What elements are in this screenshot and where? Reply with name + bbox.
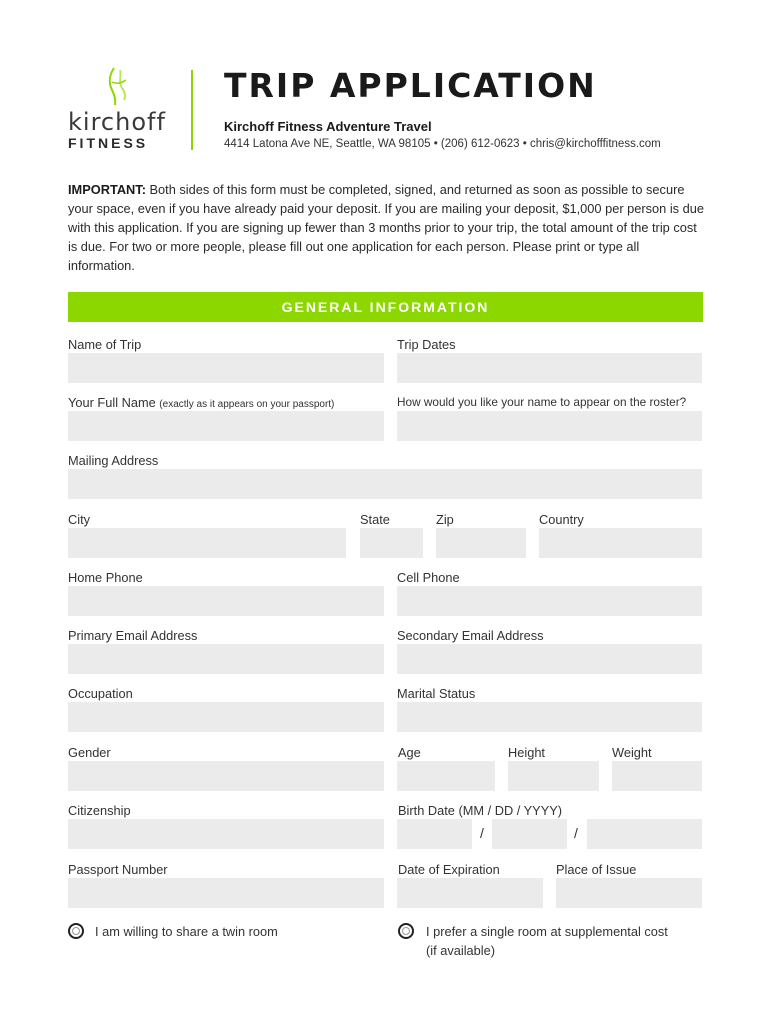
full-name-note: (exactly as it appears on your passport) <box>159 399 335 410</box>
weight-field[interactable] <box>612 761 702 791</box>
single-room-label <box>426 922 668 960</box>
full-name-field[interactable] <box>68 411 384 441</box>
trip-dates-label: Trip Dates <box>397 337 456 352</box>
secondary-email-field[interactable] <box>397 644 702 674</box>
section-header: GENERAL INFORMATION <box>68 292 703 322</box>
age-label: Age <box>398 745 421 760</box>
single-room-note: (if available) <box>426 943 495 958</box>
occupation-label: Occupation <box>68 686 133 701</box>
marital-status-label: Marital Status <box>397 686 476 701</box>
zip-field[interactable] <box>436 528 526 558</box>
twin-room-label: I am willing to share a twin room <box>95 924 278 939</box>
date-of-expiration-label: Date of Expiration <box>398 862 500 877</box>
primary-email-field[interactable] <box>68 644 384 674</box>
age-field[interactable] <box>397 761 495 791</box>
home-phone-label: Home Phone <box>68 570 143 585</box>
birth-date-slash-1: / <box>480 825 484 841</box>
gender-label: Gender <box>68 745 111 760</box>
page-title: TRIP APPLICATION <box>224 66 597 105</box>
secondary-email-label: Secondary Email Address <box>397 628 544 643</box>
notice-text: Both sides of this form must be completed, signed, and returned as soon as possible to secure your space, even if you have already paid your deposit. If you are mailing your deposit, $1,000 per person is due with this application. If you are signing up fewer than 3 months prior to your trip, the total amount of the trip cost is due. For two or more people, please fill out one application for each person. Please print or type all information. <box>68 182 704 273</box>
company-contact: 4414 Latona Ave NE, Seattle, WA 98105 • (206) 612-0623 • chris@kirchofffitness.com <box>224 138 661 150</box>
full-name-label-text: Your Full Name <box>68 395 156 410</box>
company-logo <box>66 66 176 156</box>
trip-dates-field[interactable] <box>397 353 702 383</box>
occupation-field[interactable] <box>68 702 384 732</box>
country-field[interactable] <box>539 528 702 558</box>
single-room-label-text: I prefer a single room at supplemental cost <box>426 924 668 939</box>
home-phone-field[interactable] <box>68 586 384 616</box>
roster-name-label: How would you like your name to appear on the roster? <box>397 395 687 409</box>
cell-phone-field[interactable] <box>397 586 702 616</box>
full-name-label <box>68 395 334 410</box>
place-of-issue-field[interactable] <box>556 878 702 908</box>
birth-year-field[interactable] <box>587 819 702 849</box>
state-label: State <box>360 512 390 527</box>
header-divider <box>191 70 193 150</box>
mailing-address-field[interactable] <box>68 469 702 499</box>
name-of-trip-field[interactable] <box>68 353 384 383</box>
cell-phone-label: Cell Phone <box>397 570 460 585</box>
twin-room-radio[interactable] <box>68 923 84 939</box>
runner-logo-icon <box>102 66 132 106</box>
roster-name-field[interactable] <box>397 411 702 441</box>
citizenship-label: Citizenship <box>68 803 131 818</box>
gender-field[interactable] <box>68 761 384 791</box>
state-field[interactable] <box>360 528 423 558</box>
logo-wordmark: kirchoff <box>68 108 166 136</box>
country-label: Country <box>539 512 584 527</box>
passport-number-field[interactable] <box>68 878 384 908</box>
birth-month-field[interactable] <box>397 819 472 849</box>
citizenship-field[interactable] <box>68 819 384 849</box>
marital-status-field[interactable] <box>397 702 702 732</box>
notice-lead: IMPORTANT: <box>68 182 146 197</box>
single-room-radio[interactable] <box>398 923 414 939</box>
zip-label: Zip <box>436 512 454 527</box>
birth-day-field[interactable] <box>492 819 567 849</box>
passport-number-label: Passport Number <box>68 862 168 877</box>
height-label: Height <box>508 745 545 760</box>
city-field[interactable] <box>68 528 346 558</box>
city-label: City <box>68 512 91 527</box>
birth-date-label: Birth Date (MM / DD / YYYY) <box>398 803 563 818</box>
height-field[interactable] <box>508 761 599 791</box>
logo-fitness: FITNESS <box>68 135 149 151</box>
weight-label: Weight <box>612 745 652 760</box>
name-of-trip-label: Name of Trip <box>68 337 142 352</box>
mailing-address-label: Mailing Address <box>68 453 159 468</box>
date-of-expiration-field[interactable] <box>397 878 543 908</box>
birth-date-slash-2: / <box>574 825 578 841</box>
place-of-issue-label: Place of Issue <box>556 862 637 877</box>
important-notice <box>68 180 708 275</box>
company-name: Kirchoff Fitness Adventure Travel <box>224 119 432 134</box>
primary-email-label: Primary Email Address <box>68 628 198 643</box>
